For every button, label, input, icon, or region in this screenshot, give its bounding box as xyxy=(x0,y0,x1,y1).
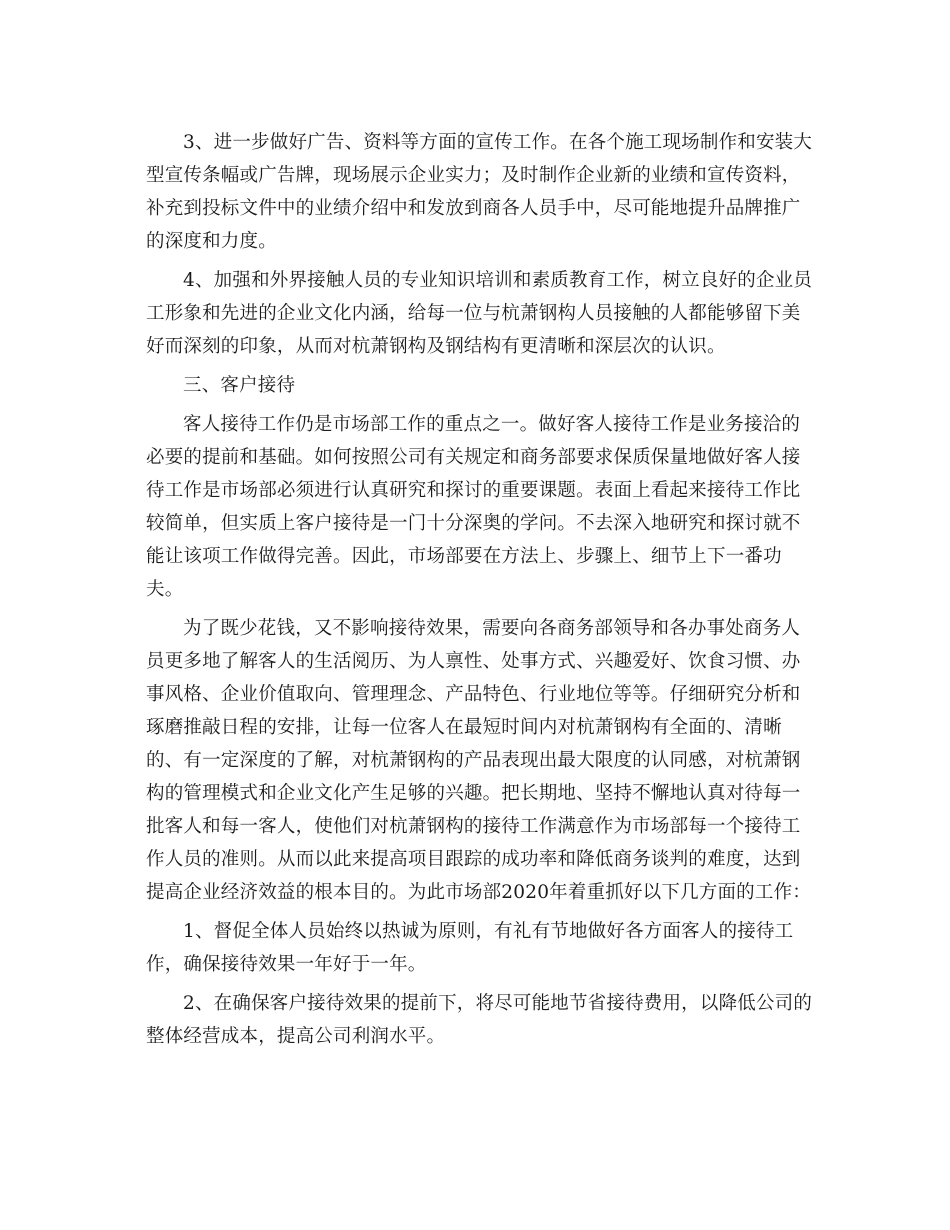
paragraph-reception-overview xyxy=(146,408,808,606)
text-line: 好而深刻的印象，从而对杭萧钢构及钢结构有更清晰和深层次的认识。 xyxy=(146,336,726,357)
text-line: 补充到投标文件中的业绩介绍中和发放到商各人员手中，尽可能地提升品牌推广 xyxy=(146,198,801,219)
paragraph-item-2 xyxy=(146,987,813,1053)
section-heading: 三、客户接待 xyxy=(183,375,296,396)
text-line: 批客人和每一客人，使他们对杭萧钢构的接待工作满意作为市场部每一个接待工 xyxy=(146,816,801,837)
text-line: 琢磨推敲日程的安排，让每一位客人在最短时间内对杭萧钢构有全面的、清晰 xyxy=(146,717,782,738)
text-line: 型宣传条幅或广告牌，现场展示企业实力；及时制作企业新的业绩和宣传资料， xyxy=(146,165,801,186)
paragraph-reception-approach xyxy=(146,612,811,909)
text-line: 3、进一步做好广告、资料等方面的宣传工作。在各个施工现场制作和安装大 xyxy=(183,132,813,153)
text-line: 整体经营成本，提高公司利润水平。 xyxy=(146,1026,446,1047)
text-line: 夫。 xyxy=(146,579,184,600)
text-line: 1、督促全体人员始终以热诚为原则，有礼有节地做好各方面客人的接待工 xyxy=(183,921,794,942)
text-line: 为了既少花钱，又不影响接待效果，需要向各商务部领导和各办事处商务人 xyxy=(183,618,801,639)
paragraph-publicity xyxy=(146,126,813,258)
text-line: 待工作是市场部必须进行认真研究和探讨的重要课题。表面上看起来接待工作比 xyxy=(146,480,801,501)
text-line: 2、在确保客户接待效果的提前下，将尽可能地节省接待费用，以降低公司的 xyxy=(183,993,813,1014)
paragraph-item-1 xyxy=(146,915,808,981)
text-line: 构的管理模式和企业文化产生足够的兴趣。把长期地、坚持不懈地认真对待每一 xyxy=(146,783,801,804)
text-line: 作人员的准则。从而以此来提高项目跟踪的成功率和降低商务谈判的难度，达到 xyxy=(146,849,801,870)
text-line: 提高企业经济效益的根本目的。为此市场部2020年着重抓好以下几方面的工作： xyxy=(146,882,811,903)
text-line: 工形象和先进的企业文化内涵，给每一位与杭萧钢构人员接触的人都能够留下美 xyxy=(146,303,801,324)
text-line: 客人接待工作仍是市场部工作的重点之一。做好客人接待工作是业务接洽的 xyxy=(183,414,801,435)
text-line: 能让该项工作做得完善。因此，市场部要在方法上、步骤上、细节上下一番功 xyxy=(146,546,782,567)
text-line: 的、有一定深度的了解，对杭萧钢构的产品表现出最大限度的认同感，对杭萧钢 xyxy=(146,750,801,771)
text-line: 事风格、企业价值取向、管理理念、产品特色、行业地位等等。仔细研究分析和 xyxy=(146,684,801,705)
text-line: 员更多地了解客人的生活阅历、为人禀性、处事方式、兴趣爱好、饮食习惯、办 xyxy=(146,651,801,672)
text-line: 4、加强和外界接触人员的专业知识培训和素质教育工作，树立良好的企业员 xyxy=(183,270,813,291)
text-line: 的深度和力度。 xyxy=(146,231,277,252)
text-line: 作，确保接待效果一年好于一年。 xyxy=(146,954,427,975)
text-line: 必要的提前和基础。如何按照公司有关规定和商务部要求保质保量地做好客人接 xyxy=(146,447,801,468)
paragraph-training xyxy=(146,264,813,363)
document-body xyxy=(146,126,813,1059)
section-heading-client-reception xyxy=(146,369,808,402)
text-line: 较简单，但实质上客户接待是一门十分深奥的学问。不去深入地研究和探讨就不 xyxy=(146,513,801,534)
